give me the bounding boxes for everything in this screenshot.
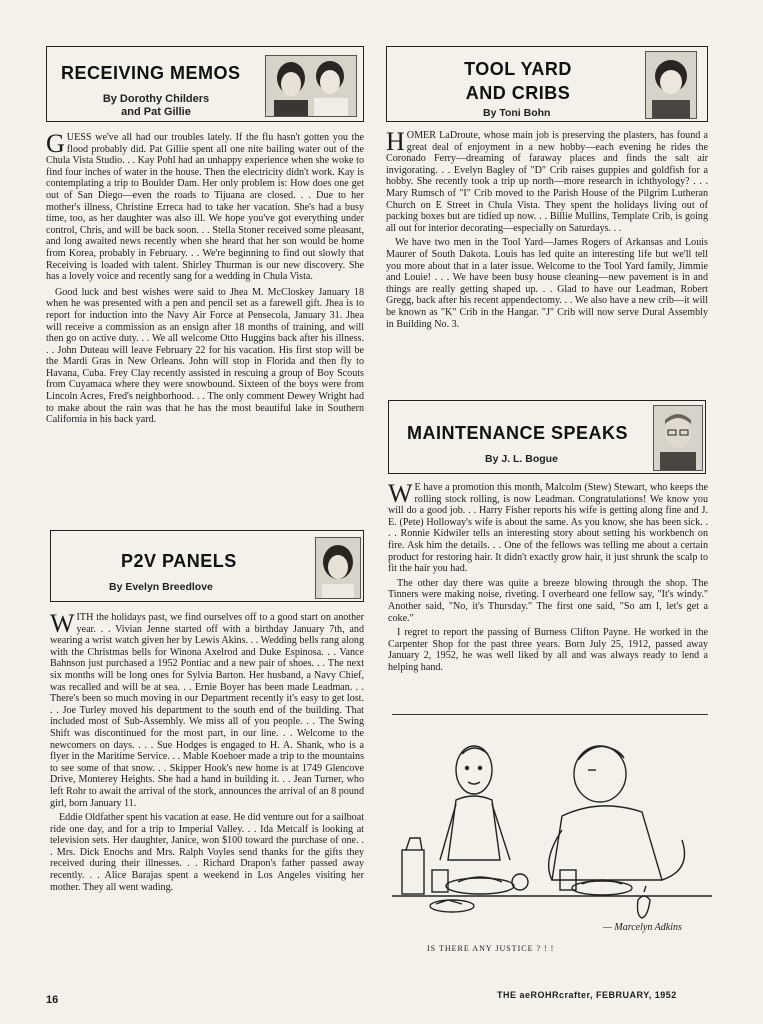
paragraph-text: E have a promotion this month, Malcolm (Stew) Stewart, who keeps the rolling stock rolling, is now Leadman. Congratulations! We know you will do a good job. . . Harry Fisher reports his wife is getting along fine and J. E. (Pete) Holloway's wife is about the same. As you know, she has been sick. . . . Ronnie Kidwiler tells an interesting story about setting his workbench on fire. Ask him the details. . . One of the fellows was telling me about a certain product for restoring hair. It didn't exactly grow hair, it just shrunk the scalp to fit the hair you had.	[388, 482, 708, 575]
cartoon-illustration	[392, 720, 712, 930]
tool-yard-byline: By Toni Bohn	[483, 107, 551, 119]
drop-cap: H	[386, 127, 405, 156]
woman-portrait-image	[646, 52, 696, 118]
maintenance-speaks-article	[388, 479, 708, 674]
tool-yard-title	[453, 57, 583, 105]
cartoon-top-rule	[392, 714, 708, 715]
p2v-panels-title: P2V PANELS	[121, 551, 237, 571]
man-portrait-image	[654, 406, 702, 470]
maint-paragraph-2: The other day there was quite a breeze blowing through the shop. The Tinners were making noise, riveting. I overheard one fellow say, "It's windy." Another said, "No, it's Thursday." The first one said, "So am I, let's get a coke."	[388, 577, 708, 624]
tool-paragraph-2: We have two men in the Tool Yard—James Rogers of Arkansas and Louis Maurer of South Dakota. Louis has led quite an interesting life but we'll tell you more about that in a later issue. Welcome to the Tool Yard family, Jimmie and Louie! . . . We have been busy house cleaning—new pavement is in and things are really getting shaped up. . . Glad to have our Leadman, Robert Gregg, back after his recent appendectomy. . . We also have a new crib—it will be known as "K" Crib in the Hangar. "J" Crib will now serve Dural Assembly in Building No. 3.	[386, 237, 708, 330]
maint-paragraph-3: I regret to report the passing of Burness Clifton Payne. He worked in the Carpenter Shop for the past three years. Born July 25, 1912, passed away January 2, 1952, he was well liked by all and was always ready to lend a helping hand.	[388, 627, 708, 673]
receiving-memos-header	[46, 46, 364, 122]
maintenance-speaks-byline: By J. L. Bogue	[485, 453, 558, 465]
receiving-memos-byline	[101, 93, 211, 119]
page-number: 16	[46, 994, 59, 1006]
p2v-panels-header	[50, 530, 364, 602]
p2v-paragraph-1	[50, 609, 364, 809]
title-line-1: TOOL YARD	[464, 59, 572, 79]
paragraph-text: ITH the holidays past, we find ourselves off to a good start on another year. . . Vivian Jenne started off with a birthday January 7th, and wearing a wrist watch given her by Lewis Akins. . . Wedding bells rang along with the Christmas bells for Winona Axelrod and Duke Espinosa. . . Vance Bahnson just purchased a 1952 Pontiac and a new pair of shoes. . . The next six months will be long ones for Sylvia Barton. Her husband, a Navy Chief, was recalled and will be at sea. . . Ernie Boyer has been made Leadman. . . There's been so much moving in our Department recently it's easy to get lost. . . Joe Turley moved his department to the south end of the building. That included most of Sub-Assembly. We miss all of you people. . . The Swing Shift was discontinued for the most part, in our line. . . Welcome to the newcomers on days. . . . Sue Hodges is engaged to H. A. Shank, who is a flyer in the Maritime Service. . . Mable Koehoer made a trip to the mountains to see some of that snow. . . Skipper Hook's new home is at 1749 Glencove Drive, Monterey Heights. She had a hand in building it. . . Jean Turner, who left Rohr to await the arrival of the stork, announces the arrival of an 8 pound girl, born January 11.	[50, 612, 364, 809]
byline-line-1: By Dorothy Childers	[102, 93, 210, 105]
title-line-2: AND CRIBS	[465, 83, 571, 103]
receiving-paragraph-1	[46, 129, 364, 283]
maint-paragraph-1	[388, 479, 708, 575]
p2v-panels-byline: By Evelyn Breedlove	[109, 581, 213, 593]
two-women-portrait-image	[266, 56, 356, 116]
byline-line-2: and Pat Gillie	[121, 106, 191, 118]
receiving-memos-article	[46, 129, 364, 426]
drop-cap: G	[46, 129, 65, 158]
paragraph-text: OMER LaDroute, whose main job is preserving the plasters, has found a great deal of enjoyment in a new hobby—each evening he rides the Coronado Ferry—dreaming of faraway places and finds the salt air invigorating. . . Evelyn Bagley of "D" Crib raises guppies and goldfish for a hobby. She recently took a trip up north—more research in ichthyology? . . . Mary Rumsch of "I" Crib moved to the Parish House of the Pilgrim Lutheran Church on E Street in Chula Vista. They spent the holidays living out of packing boxes but are tidied up now. . . Billie Mullins, Template Crib, is going all out for interior decorating—especially on Saturdays. . .	[386, 130, 708, 234]
maintenance-speaks-header	[388, 400, 706, 474]
woman-portrait-image	[316, 538, 360, 598]
drop-cap: W	[388, 479, 413, 508]
receiving-memos-photo	[265, 55, 357, 117]
drop-cap: W	[50, 609, 75, 638]
p2v-paragraph-2: Eddie Oldfather spent his vacation at ease. He did venture out for a sailboat ride one day, and for a trip to Imperial Valley. . . Ida Metcalf is looking at television sets. Her daughter, Janice, won $100 toward the purchase of one. . . Mrs. Dick Enochs and Mrs. Ralph Voyles send thanks for the gifts they received during their illnesses. . . Richard Drapon's father passed away recently. . . Alice Barajas spent a weekend in Los Angeles visiting her mother. They all went wading.	[50, 812, 364, 893]
paragraph-text: UESS we've all had our troubles lately. If the flu hasn't gotten you the flood probably did. Pat Gillie spent all one nite bailing water out of the Chula Vista Studio. . . Kay Pohl had an unhappy experience when she woke to find four inches of water in the house. Then the electricity didn't work. Kay is contemplating a trip to Boulder Dam. Her only problem is: How does one get out of San Diego—even the roads to Tijuana are closed. . . Due to her mother's illness, Christine Erreca had to take her vacation. She's had a busy time, too, as her daughter was also ill. We hope you've got everything under control, Chris, and will be back soon. . . Stella Stoner received some pleasant, and long awaited news recently when she heard that her son would be home from Korea, probably in February. . . We're beginning to find out slowly that Receiving is loaded with talent. Shirley Thurman is our new discovery. She has a lovely voice and recently sang for a wedding in Chula Vista.	[46, 132, 364, 283]
p2v-panels-article	[50, 609, 364, 893]
maintenance-speaks-title: MAINTENANCE SPEAKS	[407, 423, 629, 443]
cartoon-caption: IS THERE ANY JUSTICE ? ! !	[427, 944, 555, 953]
tool-yard-article	[386, 127, 708, 330]
left-column	[46, 46, 364, 893]
receiving-memos-title: RECEIVING MEMOS	[61, 63, 241, 83]
tool-yard-header	[386, 46, 708, 122]
publication-footer: THE aeROHRcrafter, FEBRUARY, 1952	[497, 990, 677, 1000]
right-column	[386, 46, 708, 673]
p2v-panels-photo	[315, 537, 361, 599]
tool-paragraph-1	[386, 127, 708, 234]
receiving-paragraph-2: Good luck and best wishes were said to Jhea M. McCloskey January 18 when he was presented with a pen and pencil set as a farewell gift. Jhea is to report for induction into the Navy Air Force at Pensecola, January 31. Jhea will receive a commission as an ensign after 18 months of training, and will then go on active duty. . . We all welcome Otto Huggins back after his illness. . . John Duteau will leave February 22 for his vacation. His first stop will be the Mardi Gras in New Orleans. John will stop in Florida and then fly to Havana, Cuba. Frey Clay recently assisted in rescuing a group of Boy Scouts from Cuyamaca where they were snowbound. Sixteen of the boys were from Lincoln Acres, Fred's neighborhood. . . The only comment Dewey Wright had to make about the rain was that he has the most beautiful lake in Southern California in his back yard.	[46, 286, 364, 426]
cartoon-signature: — Marcelyn Adkins	[603, 922, 682, 933]
maintenance-speaks-photo	[653, 405, 703, 471]
tool-yard-photo	[645, 51, 697, 119]
